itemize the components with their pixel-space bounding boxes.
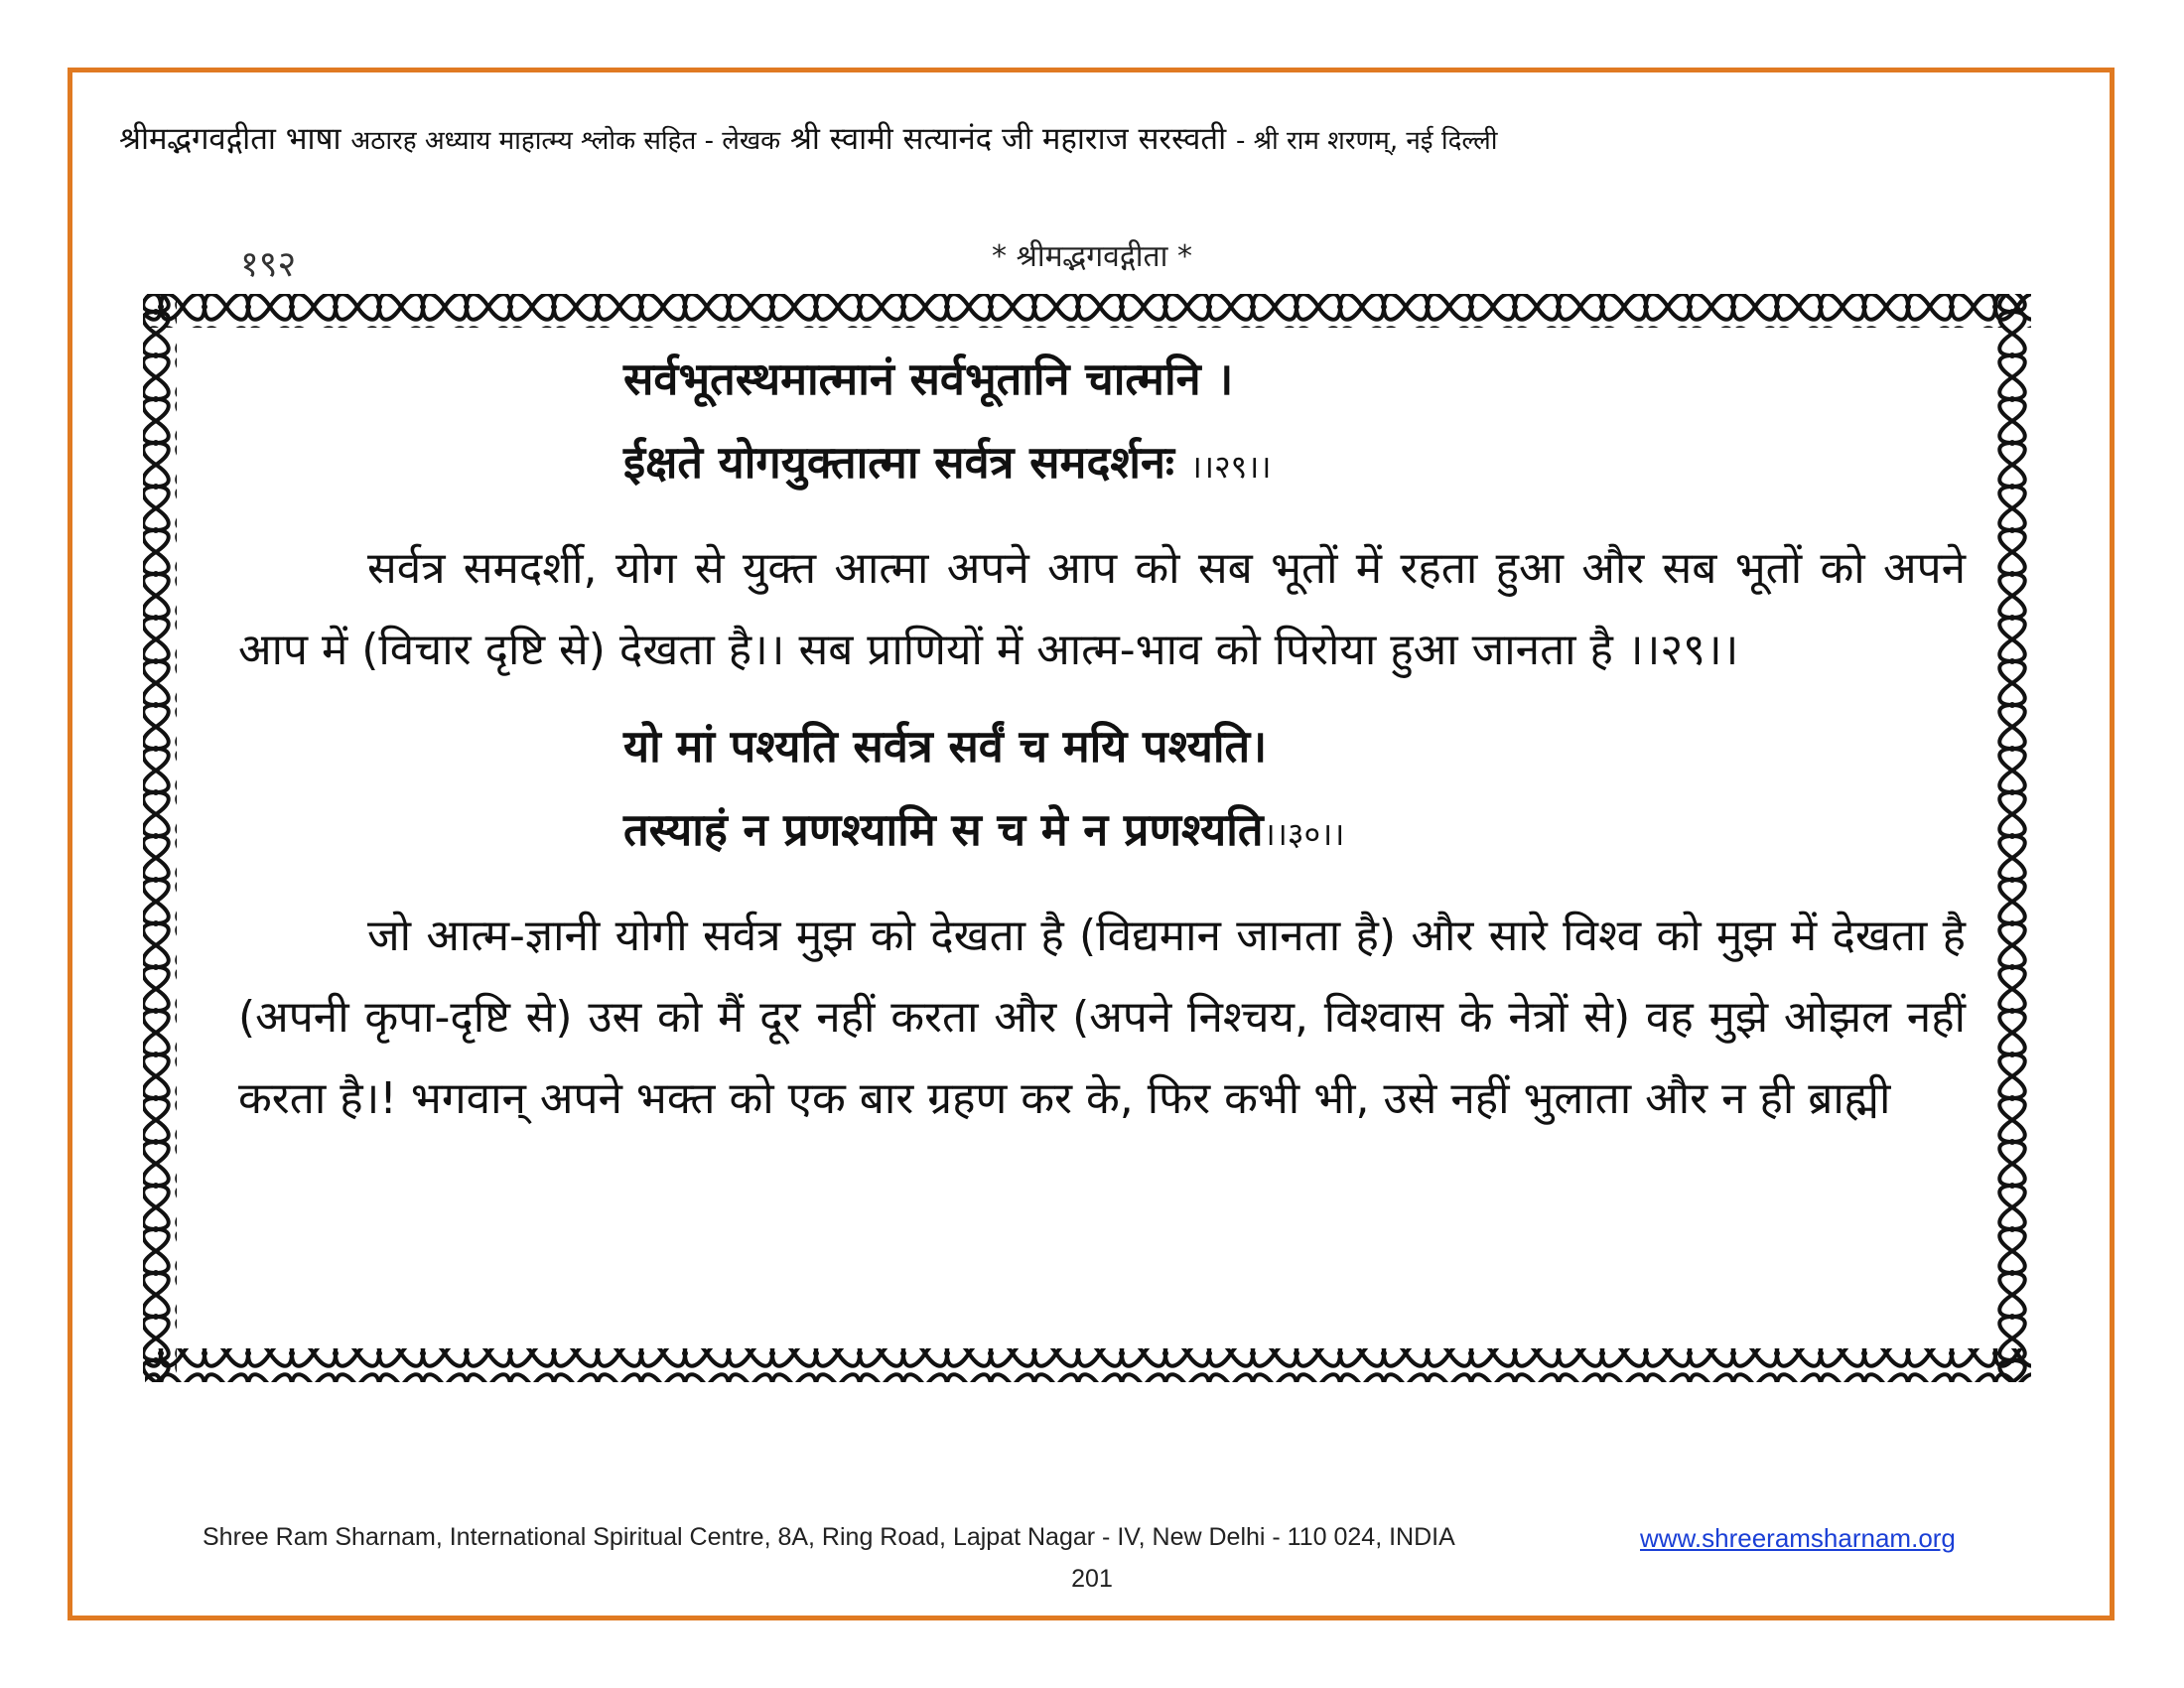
page-content [238, 338, 1966, 1154]
footer-page-number: 201 [1071, 1565, 1113, 1593]
commentary-paragraph [238, 896, 1966, 1140]
verse-30 [623, 705, 1966, 876]
verse-line [623, 421, 1966, 508]
verse-29 [623, 338, 1966, 508]
header-author: श्री स्वामी सत्यानंद जी महाराज सरस्वती [789, 121, 1227, 157]
document-header [119, 117, 2065, 159]
verse-text: तस्याहं न प्रणश्यामि स च मे न प्रणश्यति [623, 803, 1264, 856]
verse-line [623, 788, 1966, 876]
footer-address: Shree Ram Sharnam, International Spiritual Centre, 8A, Ring Road, Lajpat Nagar - IV, New Delhi - 110 024, INDIA [203, 1523, 1455, 1551]
book-page-number: १९२ [240, 244, 297, 285]
paragraph-text: सर्वत्र समदर्शी, योग से युक्त आत्मा अपने आप को सब भूतों में रहता हुआ और सब भूतों को अपने आप में (विचार दृष्टि से) देखता है।। सब प्राणियों में आत्म-भाव को पिरोया हुआ जानता है ।।२९।। [238, 543, 1966, 675]
verse-line: यो मां पश्यति सर्वत्र सर्वं च मयि पश्यति। [623, 720, 1268, 773]
commentary-paragraph [238, 528, 1966, 691]
header-subtitle: अठारह अध्याय माहात्म्य श्लोक सहित - लेखक [350, 126, 781, 156]
verse-text: ईक्षते योगयुक्तात्मा सर्वत्र समदर्शनः [623, 436, 1175, 489]
header-publisher: - श्री राम शरणम्, नई दिल्ली [1235, 126, 1498, 156]
footer-website-link[interactable]: www.shreeramsharnam.org [1640, 1523, 1956, 1553]
verse-number: ।।३०।। [1263, 815, 1345, 853]
header-title: श्रीमद्भगवद्गीता भाषा [119, 121, 341, 157]
verse-line: सर्वभूतस्थमात्मानं सर्वभूतानि चात्मनि । [623, 352, 1234, 405]
verse-number: ।।२९।। [1189, 448, 1272, 486]
running-head: * श्रीमद्भगवद्गीता * [992, 239, 1192, 274]
paragraph-text: जो आत्म-ज्ञानी योगी सर्वत्र मुझ को देखता है (विद्यमान जानता है) और सारे विश्व को मुझ में देखता है (अपनी कृपा-दृष्टि से) उस को मैं दूर नहीं करता और (अपने निश्चय, विश्वास के नेत्रों से) वह मुझे ओझल नहीं करता है।! भगवान् अपने भक्त को एक बार ग्रहण कर के, फिर कभी भी, उसे नहीं भुलाता और न ही ब्राह्मी [238, 911, 1966, 1124]
